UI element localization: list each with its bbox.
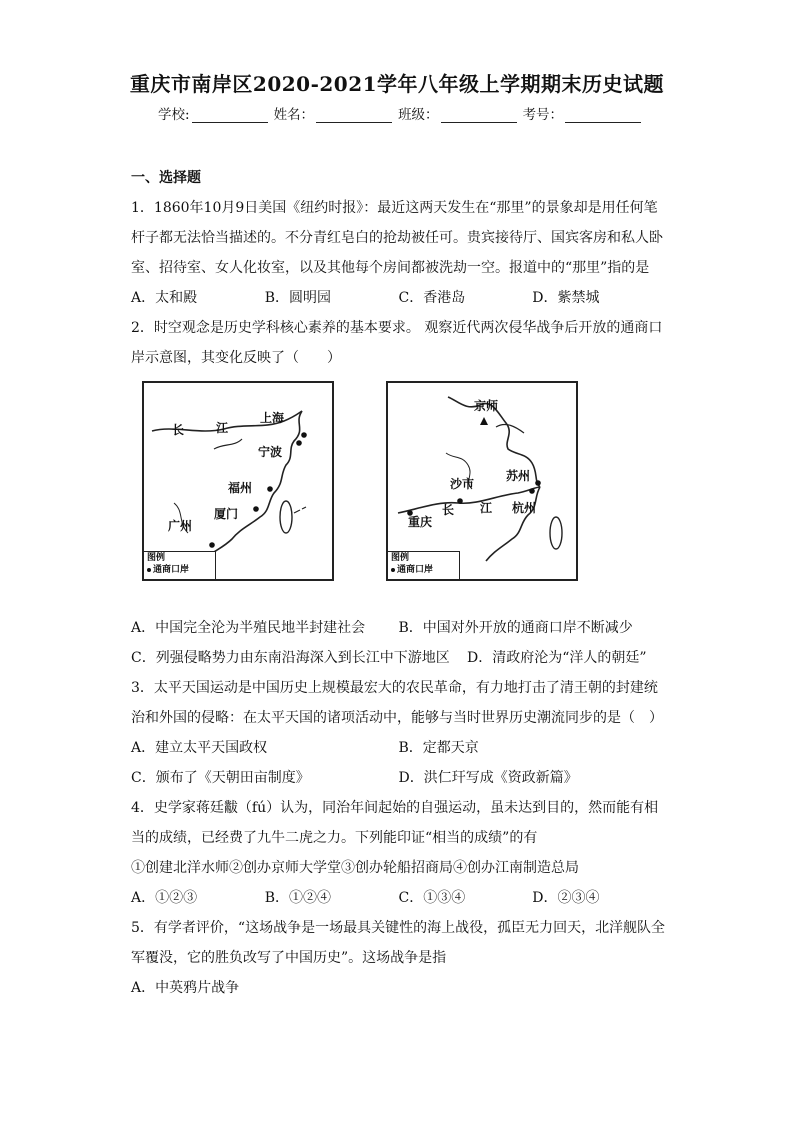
option-b[interactable]: B．中国对外开放的通商口岸不断减少 <box>398 620 633 636</box>
map2-label-hangzhou: 杭州 <box>512 501 537 515</box>
map2-label-chang: 长 <box>442 503 455 517</box>
question-1-options <box>131 283 666 313</box>
legend-item-row <box>391 564 459 576</box>
name-label: 姓名： <box>273 107 315 123</box>
treaty-port-maps <box>131 381 666 611</box>
capital-marker <box>480 417 488 425</box>
map1-label-shanghai: 上海 <box>260 411 285 425</box>
option-d[interactable]: D．紫禁城 <box>532 290 600 306</box>
map2-label-chongqing: 重庆 <box>408 515 433 529</box>
legend-dot-icon <box>147 568 151 572</box>
class-label: 班级： <box>398 107 439 123</box>
question-4-text: 4．史学家蒋廷黻（fú）认为，同治年间起始的自强运动，虽未达到目的，然而能有相当的成绩，已经费了九牛二虎之力。下列能印证“相当的成绩”的有 <box>131 800 659 846</box>
section-heading: 一、选择题 <box>131 170 201 186</box>
option-c[interactable]: C．列强侵略势力由东南沿海深入到长江中下游地区 <box>131 650 450 666</box>
question-content <box>131 163 666 1003</box>
question-5-options <box>131 973 666 1003</box>
legend-dot-icon <box>391 568 395 572</box>
port-dot <box>296 440 302 446</box>
class-field[interactable] <box>398 103 517 123</box>
exam-number-label: 考号： <box>522 107 564 123</box>
question-3-options-row1 <box>131 733 666 763</box>
question-2-text: 2．时空观念是历史学科核心素养的基本要求。 观察近代两次侵华战争后开放的通商口岸示意图，其变化反映了（ ） <box>131 320 663 366</box>
option-b[interactable]: B．定都天京 <box>398 740 479 756</box>
map1-legend <box>144 551 216 579</box>
port-dot <box>253 506 259 512</box>
question-2-options-row1 <box>131 613 666 643</box>
question-1-text: 1．1860年10月9日美国《纽约时报》：最近这两天发生在“那里”的景象却是用任何笔杆子都无法恰当描述的。不分青红皂白的抢劫被任可。贵宾接待厅、国宾客房和私人卧室、招待室、女人化妆室，以及其他每个房间都被洗劫一空。报道中的“那里”指的是 <box>131 200 663 276</box>
map2-label-shashi: 沙市 <box>450 477 475 491</box>
legend-title: 图例 <box>391 553 410 563</box>
question-3-options-row2 <box>131 763 666 793</box>
option-c[interactable]: C．香港岛 <box>398 290 466 306</box>
school-label: 学校: <box>158 107 190 123</box>
option-d[interactable]: D．洪仁玕写成《资政新篇》 <box>398 770 578 786</box>
question-3-text: 3．太平天国运动是中国历史上规模最宏大的农民革命，有力地打击了清王朝的封建统治和外国的侵略：在太平天国的诸项活动中，能够与当时世界历史潮流同步的是（ ） <box>131 680 663 726</box>
question-4-items: ①创建北洋水师②创办京师大学堂③创办轮船招商局④创办江南制造总局 <box>131 860 579 876</box>
school-field[interactable] <box>158 103 268 123</box>
exam-number-blank[interactable] <box>565 108 641 123</box>
option-c[interactable]: C．颁布了《天朝田亩制度》 <box>131 770 310 786</box>
map1-label-chang: 长 <box>172 423 185 437</box>
option-b[interactable]: B．①②④ <box>264 890 332 906</box>
map-second-wars <box>386 381 578 581</box>
option-d[interactable]: D．清政府沦为“洋人的朝廷” <box>467 650 647 666</box>
question-2-options-row2 <box>131 643 666 673</box>
class-blank[interactable] <box>441 108 517 123</box>
map-first-opium-war <box>142 381 334 581</box>
option-a[interactable]: A．太和殿 <box>131 290 198 306</box>
map1-label-ningbo: 宁波 <box>258 445 283 459</box>
port-dot <box>209 542 215 548</box>
map1-label-fuzhou: 福州 <box>228 481 253 495</box>
option-a[interactable]: A．建立太平天国政权 <box>131 740 268 756</box>
option-a[interactable]: A．中国完全沦为半殖民地半封建社会 <box>131 620 366 636</box>
legend-item-row <box>147 564 215 576</box>
map1-label-jiang: 江 <box>216 421 229 435</box>
question-5-text: 5．有学者评价，“这场战争是一场最具关键性的海上战役，孤臣无力回天，北洋舰队全军覆没，它的胜负改写了中国历史”。这场战争是指 <box>131 920 666 966</box>
map2-label-jingshi: 京师 <box>474 399 499 413</box>
option-c[interactable]: C．①③④ <box>398 890 466 906</box>
legend-item: 通商口岸 <box>397 565 434 575</box>
port-dot <box>529 488 535 494</box>
map1-label-guangzhou: 广州 <box>168 519 193 533</box>
map2-legend <box>388 551 460 579</box>
map1-label-xiamen: 厦门 <box>214 507 239 521</box>
port-dot <box>535 480 541 486</box>
option-a[interactable]: A．中英鸦片战争 <box>131 980 240 996</box>
question-4-options <box>131 883 666 913</box>
school-blank[interactable] <box>192 108 268 123</box>
map2-label-suzhou: 苏州 <box>506 469 531 483</box>
option-a[interactable]: A．①②③ <box>131 890 198 906</box>
legend-item: 通商口岸 <box>153 565 190 575</box>
map2-label-jiang: 江 <box>480 501 493 515</box>
option-b[interactable]: B．圆明园 <box>264 290 332 306</box>
port-dot <box>267 486 273 492</box>
port-dot <box>301 432 307 438</box>
name-blank[interactable] <box>316 108 392 123</box>
student-info <box>158 103 647 123</box>
page-title: 重庆市南岸区2020-2021学年八年级上学期期末历史试题 <box>129 72 665 96</box>
name-field[interactable] <box>274 103 393 123</box>
exam-number-field[interactable] <box>523 103 642 123</box>
port-dot <box>457 498 463 504</box>
legend-title: 图例 <box>147 553 166 563</box>
option-d[interactable]: D．②③④ <box>532 890 600 906</box>
